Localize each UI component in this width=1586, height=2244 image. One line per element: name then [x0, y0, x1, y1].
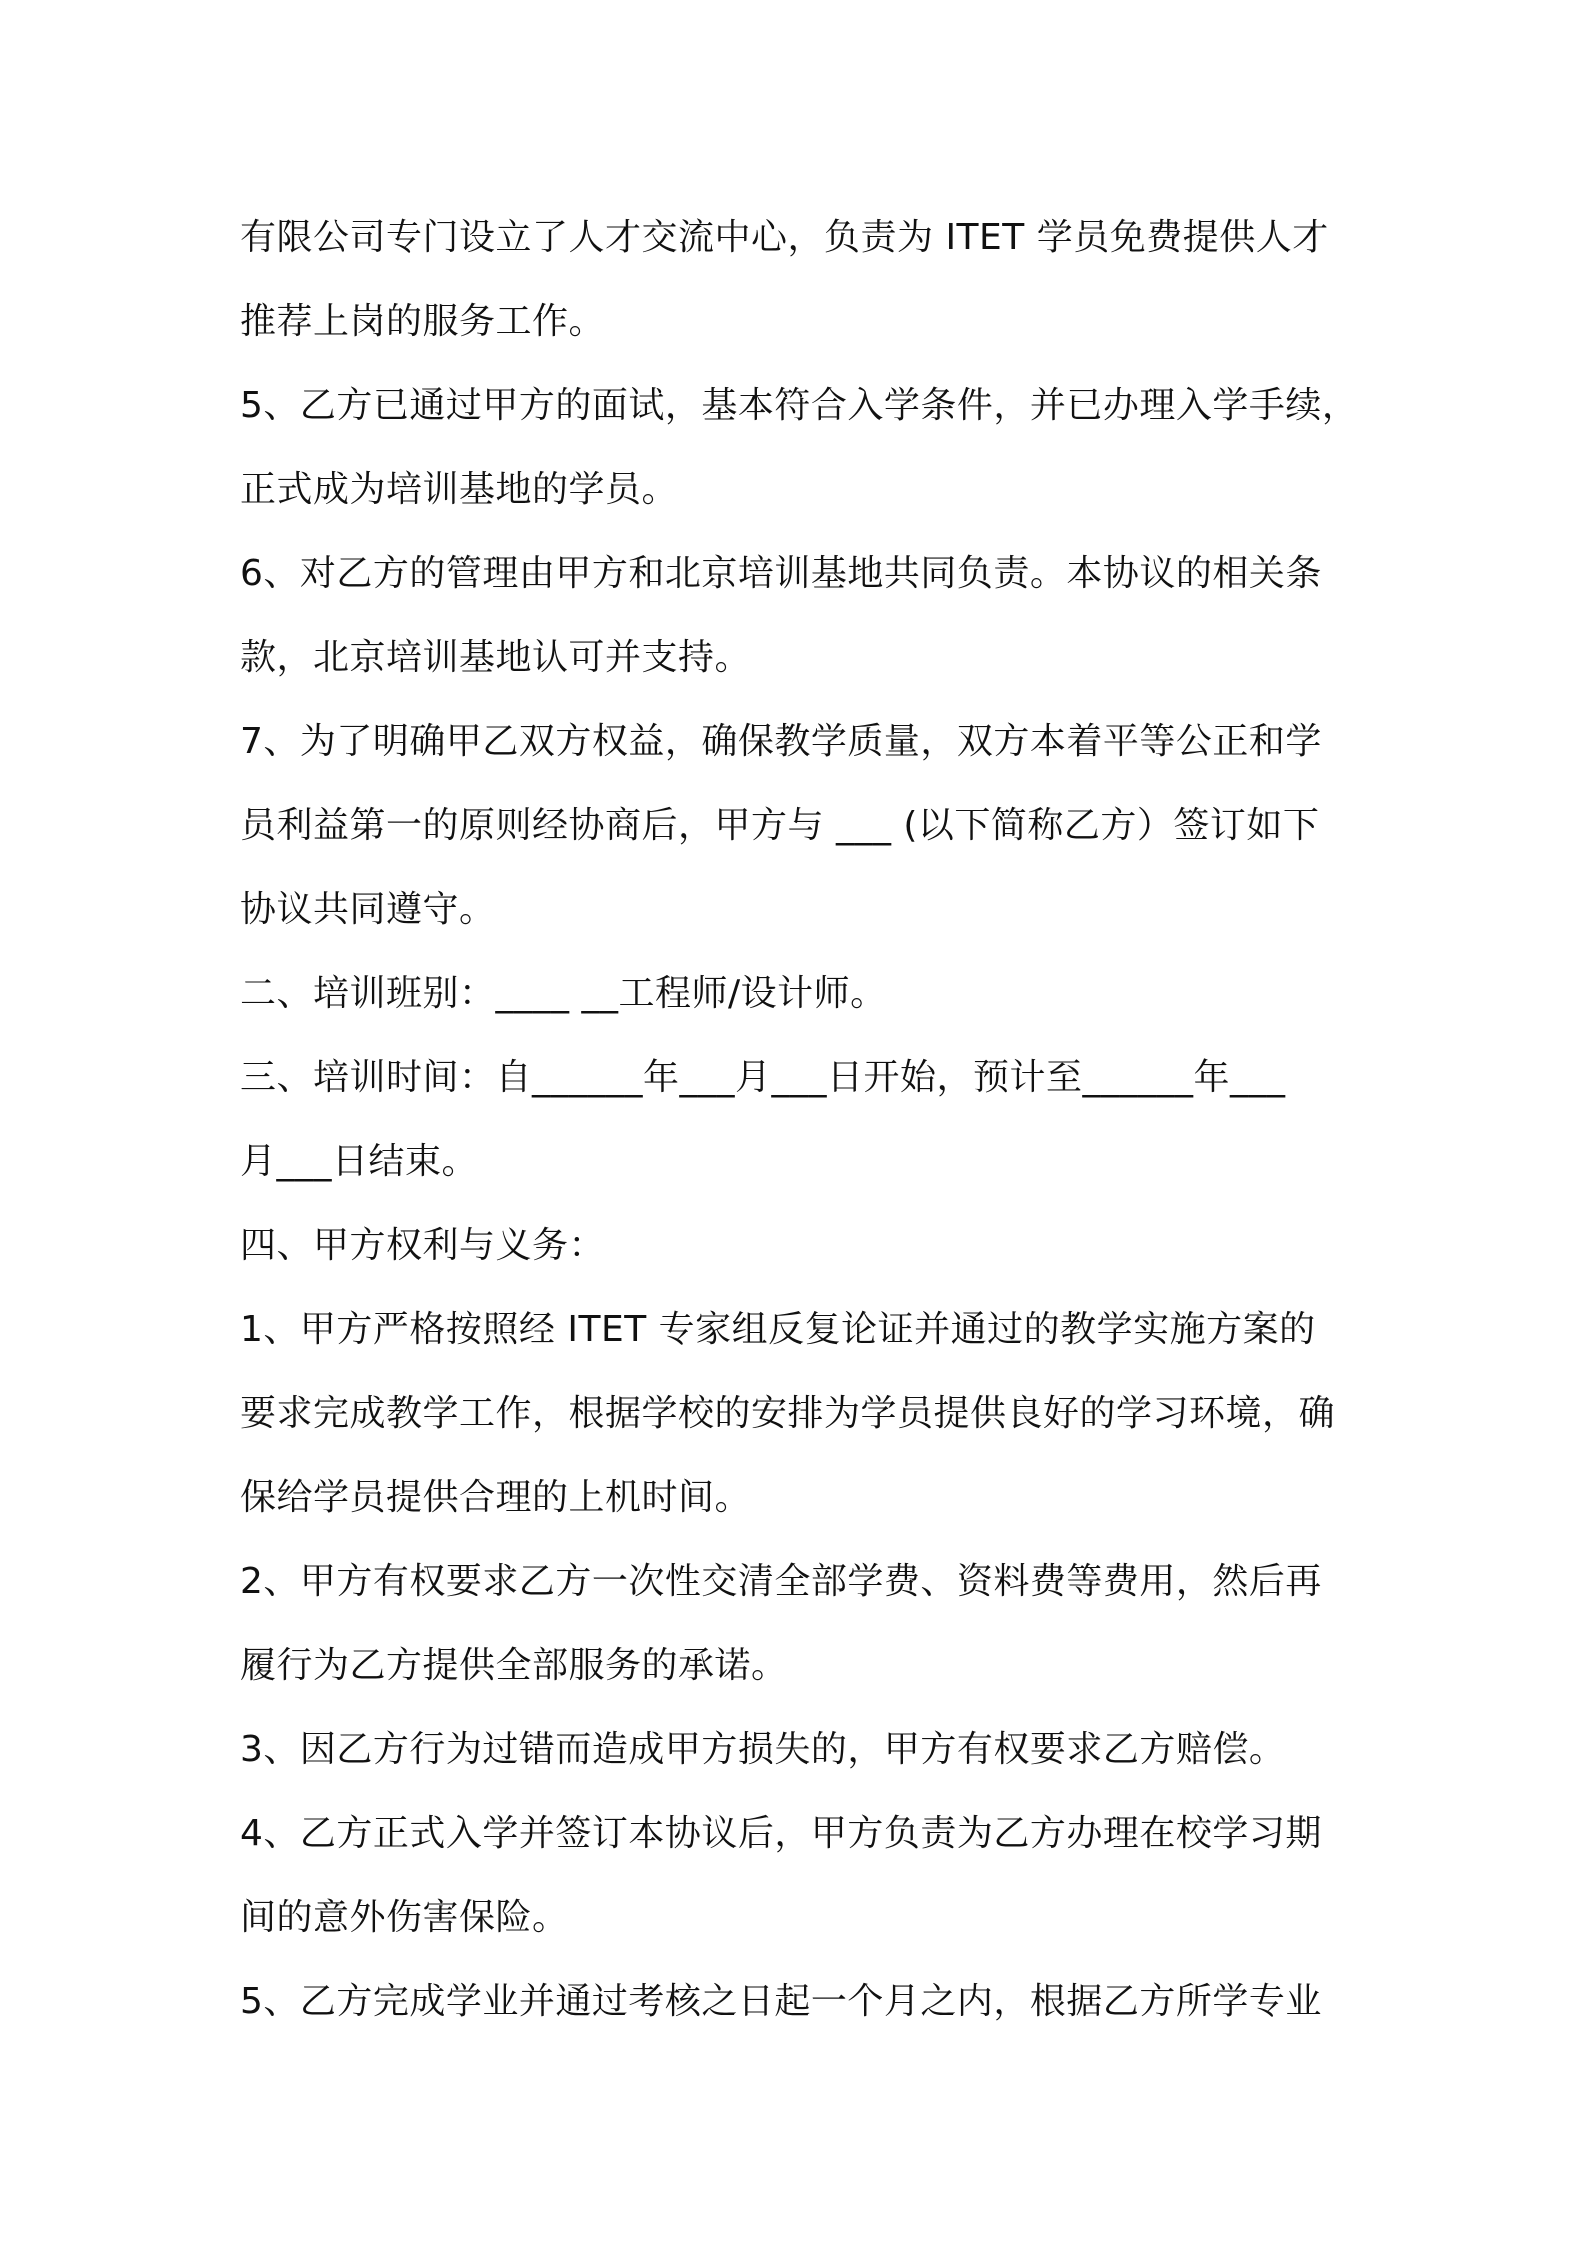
text-line: 四、甲方权利与义务： — [240, 1225, 606, 1266]
text-line: 7、为了明确甲乙双方权益，确保教学质量，双方本着平等公正和学 — [240, 721, 1322, 762]
text-line: 5、乙方完成学业并通过考核之日起一个月之内，根据乙方所学专业 — [240, 1981, 1322, 2022]
text-line: 保给学员提供合理的上机时间。 — [240, 1477, 752, 1518]
text-line: 三、培训时间：自______年___月___日开始，预计至______年___ — [240, 1057, 1286, 1098]
text-line: 推荐上岗的服务工作。 — [240, 301, 606, 342]
text-line: 4、乙方正式入学并签订本协议后，甲方负责为乙方办理在校学习期 — [240, 1813, 1322, 1854]
text-line: 1、甲方严格按照经 ITET 专家组反复论证并通过的教学实施方案的 — [240, 1309, 1316, 1350]
text-line: 正式成为培训基地的学员。 — [240, 469, 679, 510]
text-line: 月___日结束。 — [240, 1141, 479, 1182]
text-line: 5、乙方已通过甲方的面试，基本符合入学条件，并已办理入学手续， — [240, 385, 1359, 426]
text-line: 协议共同遵守。 — [240, 889, 496, 930]
text-line: 要求完成教学工作，根据学校的安排为学员提供良好的学习环境，确 — [240, 1393, 1336, 1434]
text-line: 3、因乙方行为过错而造成甲方损失的，甲方有权要求乙方赔偿。 — [240, 1729, 1286, 1770]
text-line: 款，北京培训基地认可并支持。 — [240, 637, 752, 678]
text-line: 二、培训班别：____ __工程师/设计师。 — [240, 973, 887, 1014]
text-line: 员利益第一的原则经协商后，甲方与 ___ (以下简称乙方）签订如下 — [240, 805, 1320, 846]
document-body — [240, 196, 1360, 2044]
text-line: 履行为乙方提供全部服务的承诺。 — [240, 1645, 788, 1686]
text-line: 6、对乙方的管理由甲方和北京培训基地共同负责。本协议的相关条 — [240, 553, 1322, 594]
text-line: 2、甲方有权要求乙方一次性交清全部学费、资料费等费用，然后再 — [240, 1561, 1322, 1602]
text-line: 有限公司专门设立了人才交流中心，负责为 ITET 学员免费提供人才 — [240, 217, 1329, 258]
text-line: 间的意外伤害保险。 — [240, 1897, 569, 1938]
